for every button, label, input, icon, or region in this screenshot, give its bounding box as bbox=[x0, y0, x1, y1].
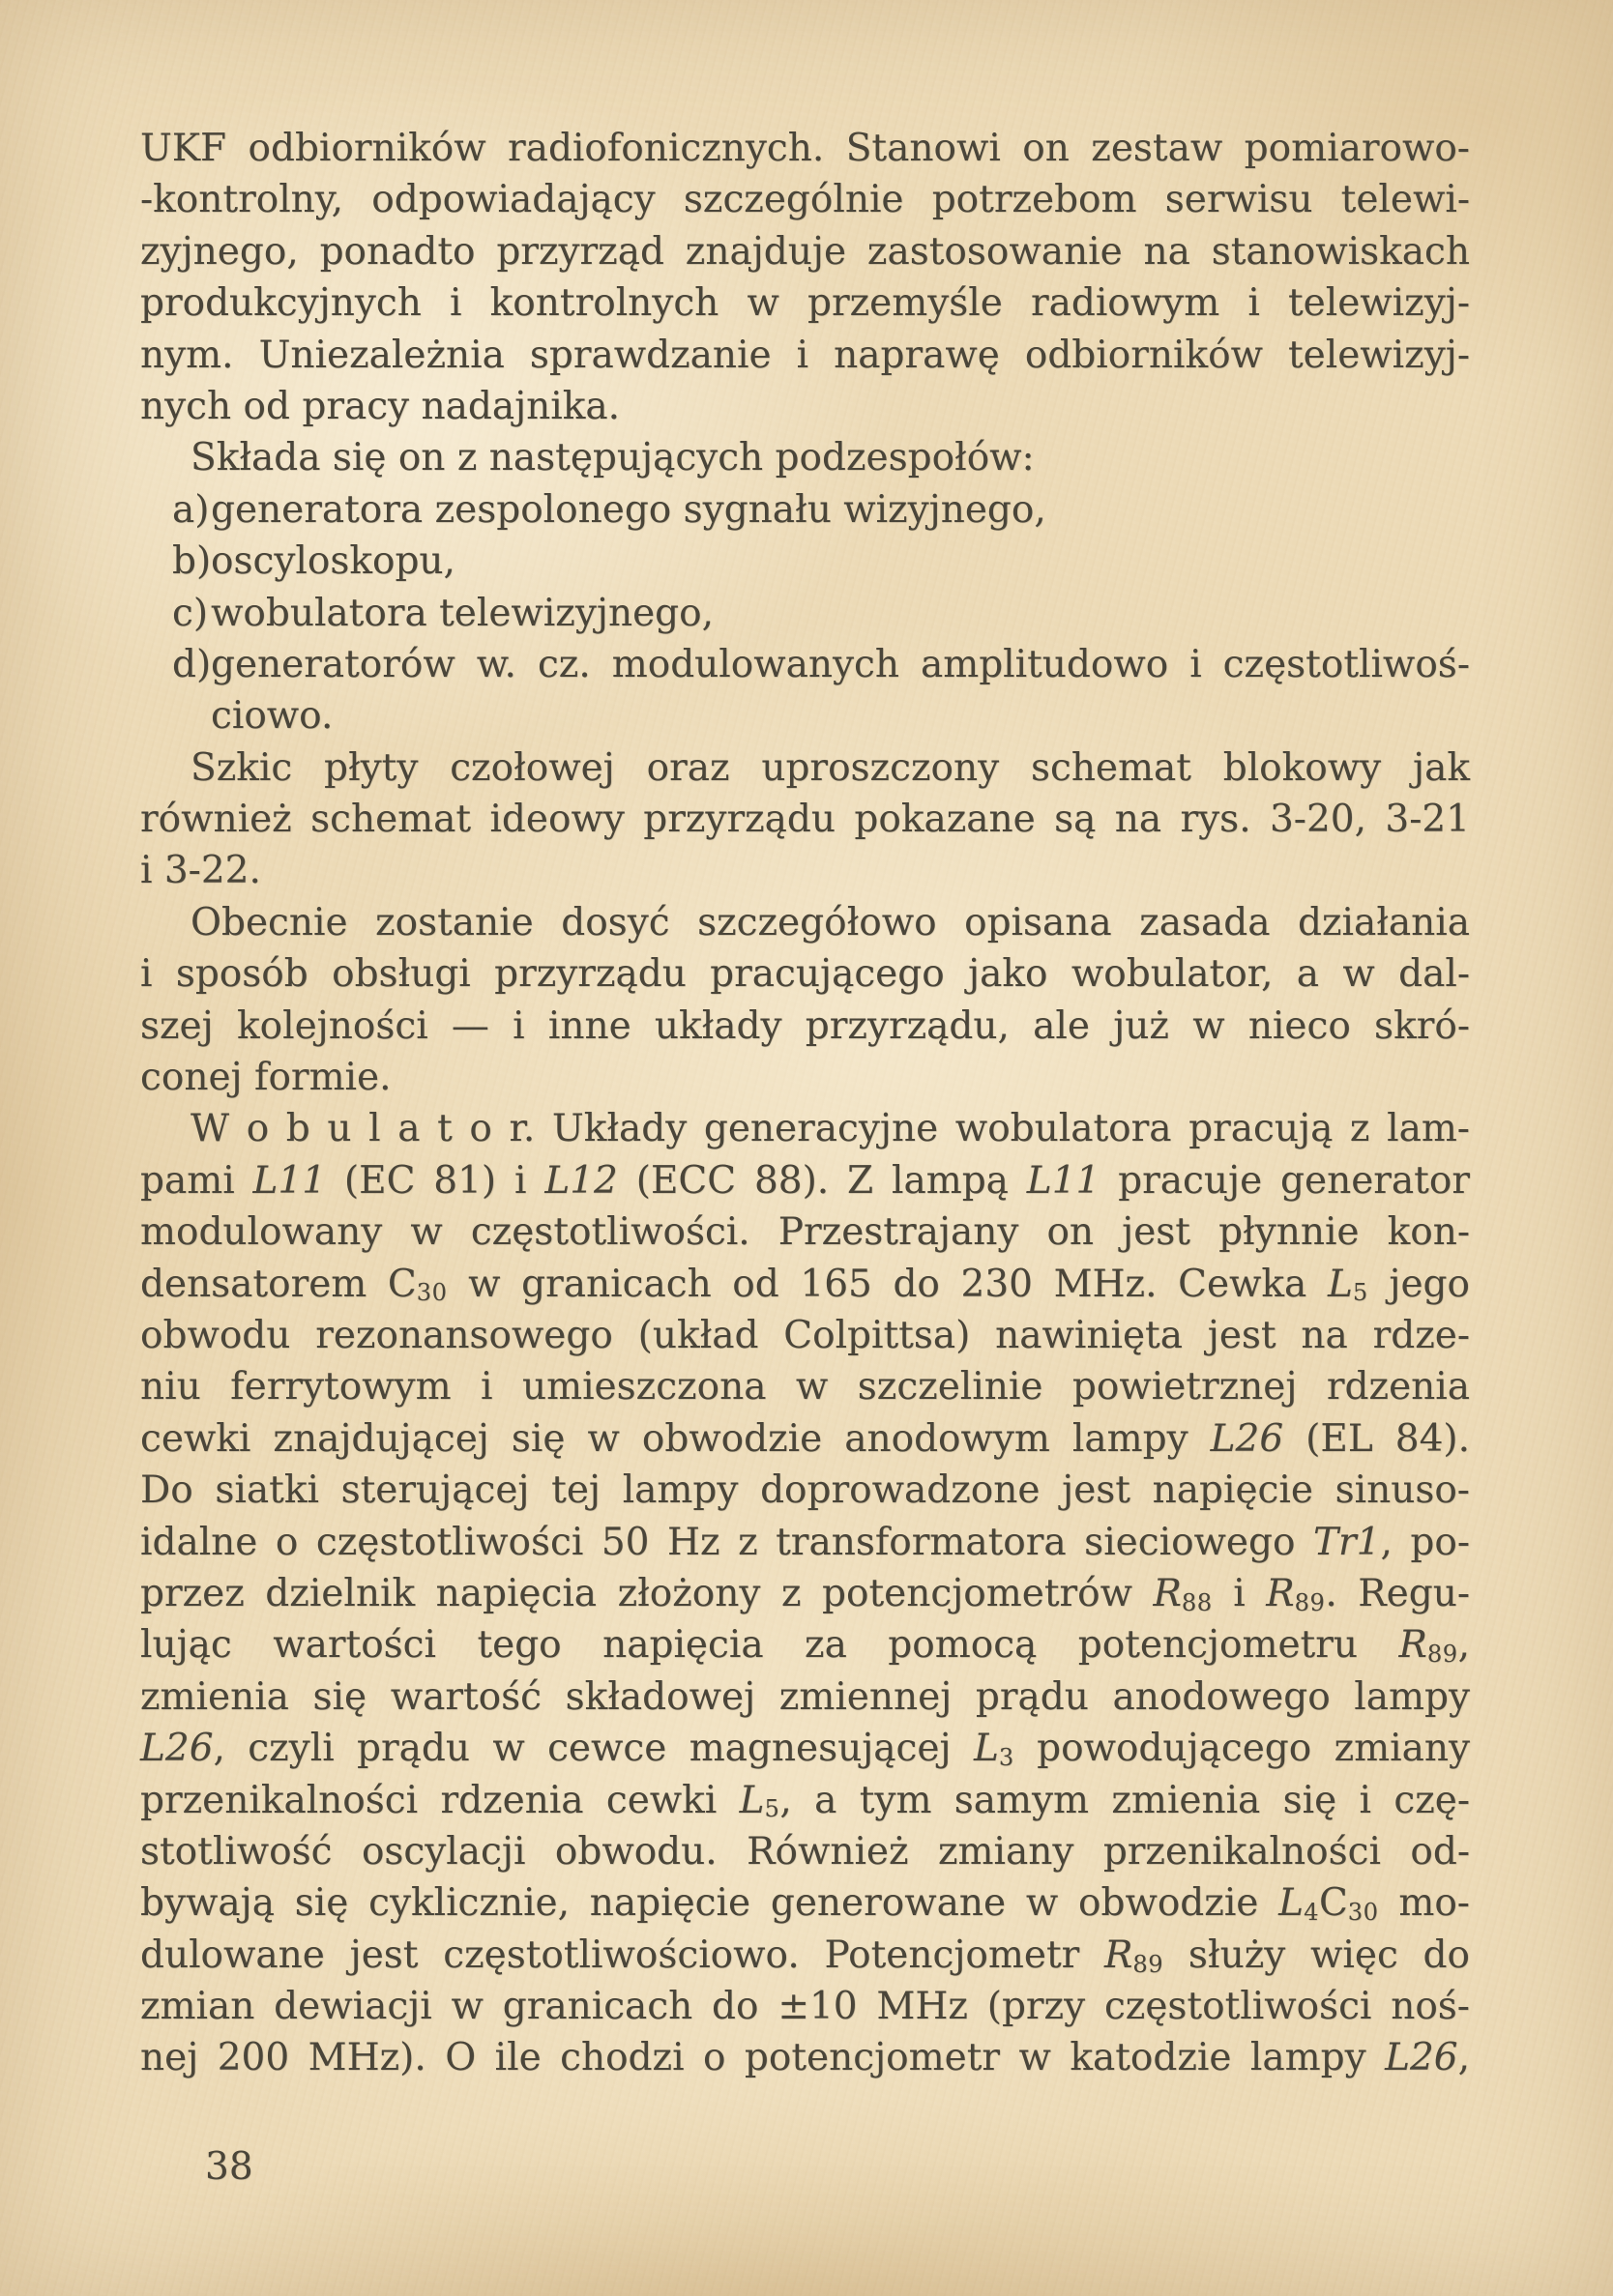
text-line: idalne o częstotliwości 50 Hz z transformatora sieciowego Tr1, po- bbox=[140, 1520, 1470, 1564]
text-line: niu ferrytowym i umieszczona w szczelinie powietrznej rdzenia bbox=[140, 1365, 1470, 1410]
list-marker: b) bbox=[172, 539, 212, 584]
page-number: 38 bbox=[205, 2145, 253, 2189]
text-line: L26, czyli prądu w cewce magnesującej L3 powodującego zmiany bbox=[140, 1727, 1470, 1771]
text-line: nych od pracy nadajnika. bbox=[140, 384, 621, 428]
italic-text: L26 bbox=[140, 1727, 214, 1771]
text-line: obwodu rezonansowego (układ Colpittsa) nawinięta jest na rdze- bbox=[140, 1313, 1470, 1357]
subscript-text: 89 bbox=[1294, 1588, 1326, 1616]
text-line: również schemat ideowy przyrządu pokazane są na rys. 3-20, 3-21 bbox=[140, 798, 1470, 842]
text-line: densatorem C30 w granicach od 165 do 230 MHz. Cewka L5 jego bbox=[140, 1262, 1470, 1307]
text-line: cewki znajdującej się w obwodzie anodowym lampy L26 (EL 84). bbox=[140, 1416, 1470, 1461]
italic-text: L bbox=[739, 1778, 765, 1822]
subscript-text: 5 bbox=[1352, 1279, 1368, 1307]
text-line: dulowane jest częstotliwościowo. Potencjometr R89 służy więc do bbox=[140, 1933, 1470, 1978]
text-line: Do siatki sterującej tej lampy doprowadzone jest napięcie sinuso- bbox=[140, 1468, 1470, 1513]
text-line: stotliwość oscylacji obwodu. Również zmiany przenikalności od- bbox=[140, 1829, 1470, 1874]
subscript-text: 4 bbox=[1304, 1899, 1319, 1927]
text-line: Szkic płyty czołowej oraz uproszczony schemat blokowy jak bbox=[191, 745, 1470, 790]
text-line: b) oscyloskopu, bbox=[140, 536, 1470, 587]
italic-text: L bbox=[1278, 1881, 1305, 1926]
italic-text: R bbox=[1153, 1571, 1182, 1615]
italic-text: L bbox=[973, 1727, 999, 1771]
list-marker: c) bbox=[172, 591, 209, 635]
text-line: nym. Uniezależnia sprawdzanie i naprawę odbiorników telewizyj- bbox=[140, 333, 1470, 377]
list-marker: a) bbox=[172, 487, 210, 532]
italic-text: L11 bbox=[252, 1158, 327, 1203]
text-line: -kontrolny, odpowiadający szczególnie potrzebom serwisu telewi- bbox=[140, 178, 1470, 222]
text-line: d) generatorów w. cz. modulowanych amplitudowo i częstotliwoś- bbox=[140, 639, 1470, 690]
subscript-text: 5 bbox=[764, 1795, 780, 1823]
text-line: bywają się cyklicznie, napięcie generowane w obwodzie L4C30 mo- bbox=[140, 1881, 1470, 1927]
italic-text: R bbox=[1266, 1571, 1295, 1615]
text-line: produkcyjnych i kontrolnych w przemyśle radiowym i telewizyj- bbox=[140, 281, 1470, 326]
text-line: pami L11 (EC 81) i L12 (ECC 88). Z lampą L11 pracuje generator bbox=[140, 1158, 1470, 1203]
italic-text: L26 bbox=[1210, 1416, 1284, 1461]
text-line: zyjnego, ponadto przyrząd znajduje zastosowanie na stanowiskach bbox=[140, 229, 1470, 274]
italic-text: L26 bbox=[1385, 2036, 1458, 2080]
text-line: a) generatora zespolonego sygnału wizyjnego, bbox=[140, 484, 1470, 536]
list-marker: d) bbox=[172, 642, 212, 686]
text-line: i sposób obsługi przyrządu pracującego jako wobulator, a w dal- bbox=[140, 952, 1470, 997]
text-line: zmian dewiacji w granicach do ±10 MHz (przy częstotliwości noś- bbox=[140, 1985, 1470, 2029]
italic-text: R bbox=[1104, 1933, 1133, 1977]
text-line: c) wobulatora telewizyjnego, bbox=[140, 588, 1470, 639]
text-line: szej kolejności — i inne układy przyrządu, ale już w nieco skró- bbox=[140, 1003, 1470, 1048]
subscript-text: 30 bbox=[416, 1279, 448, 1307]
text-line: przenikalności rdzenia cewki L5, a tym samym zmienia się i czę- bbox=[140, 1778, 1470, 1823]
subscript-text: 88 bbox=[1181, 1588, 1213, 1616]
text-line: Obecnie zostanie dosyć szczegółowo opisana zasada działania bbox=[191, 900, 1470, 945]
italic-text: R bbox=[1398, 1623, 1427, 1668]
text-line: UKF odbiorników radiofonicznych. Stanowi on zestaw pomiarowo- bbox=[140, 127, 1470, 170]
text-line: przez dzielnik napięcia złożony z potencjometrów R88 i R89. Regu- bbox=[140, 1571, 1470, 1616]
text-line: zmienia się wartość składowej zmiennej prądu anodowego lampy bbox=[140, 1674, 1470, 1719]
text-line: modulowany w częstotliwości. Przestrajany on jest płynnie kon- bbox=[140, 1210, 1470, 1255]
text-line: ciowo. bbox=[211, 694, 334, 739]
text-line: lując wartości tego napięcia za pomocą potencjometru R89, bbox=[140, 1623, 1470, 1669]
text-block bbox=[140, 123, 1470, 2084]
italic-text: L12 bbox=[544, 1158, 618, 1203]
text-line: conej formie. bbox=[140, 1056, 392, 1100]
subscript-text: 3 bbox=[998, 1743, 1014, 1771]
italic-text: Tr1 bbox=[1312, 1520, 1381, 1564]
text-line: i 3-22. bbox=[140, 849, 261, 893]
text-line: nej 200 MHz). O ile chodzi o potencjometr w katodzie lampy L26, bbox=[140, 2036, 1470, 2080]
text-line: Składa się on z następujących podzespołów: bbox=[191, 436, 1035, 480]
subscript-text: 30 bbox=[1347, 1899, 1379, 1927]
subscript-text: 89 bbox=[1132, 1950, 1164, 1978]
italic-text: L bbox=[1327, 1262, 1353, 1306]
subscript-text: 89 bbox=[1426, 1641, 1458, 1669]
text-line: W o b u l a t o r. Układy generacyjne wobulatora pracują z lam- bbox=[191, 1107, 1470, 1151]
italic-text: L11 bbox=[1026, 1158, 1100, 1203]
